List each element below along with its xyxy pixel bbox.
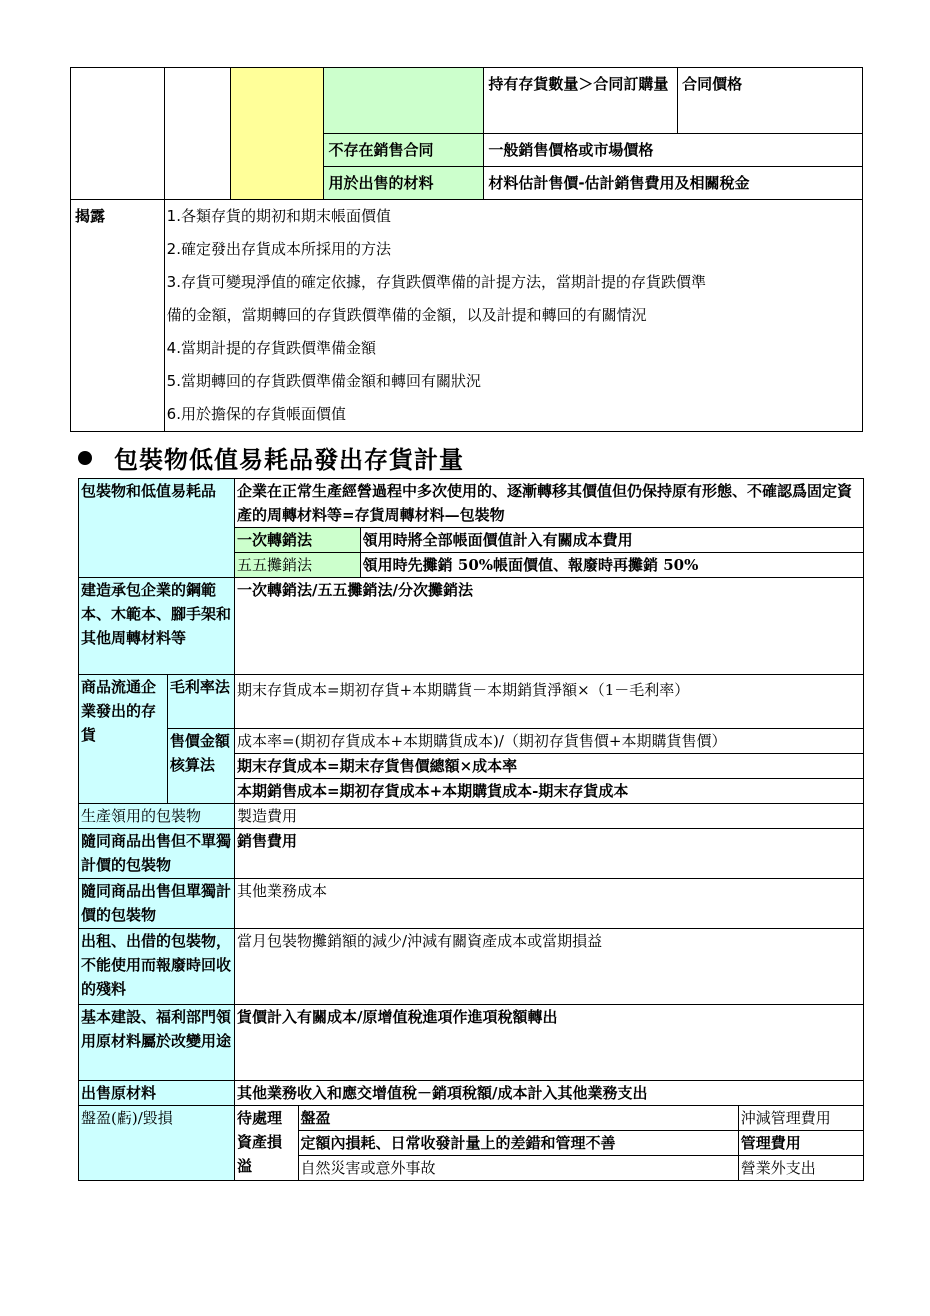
disclosure-item: 2.確定發出存貨成本所採用的方法 bbox=[166, 240, 391, 258]
row-label: 建造承包企業的鋼範本、木範本、腳手架和其他周轉材料等 bbox=[79, 578, 235, 675]
disclosure-label: 揭露 bbox=[71, 200, 165, 432]
row-desc: 製造費用 bbox=[235, 804, 864, 829]
disclosure-list bbox=[164, 200, 862, 432]
general-price-cell: 一般銷售價格或市場價格 bbox=[484, 134, 863, 167]
row-label: 出售原材料 bbox=[79, 1081, 235, 1106]
disclosure-item: 4.當期計提的存貨跌價準備金額 bbox=[166, 339, 376, 357]
method-desc: 領用時將全部帳面價值計入有關成本費用 bbox=[360, 528, 863, 553]
method-name: 五五攤銷法 bbox=[235, 553, 361, 578]
row-desc: 銷售費用 bbox=[235, 829, 864, 879]
disclosure-item: 3.存貨可變現淨值的確定依據，存貨跌價準備的計提方法，當期計提的存貨跌價準 bbox=[166, 273, 706, 291]
inventory-valuation-table bbox=[70, 67, 863, 432]
sub-item: 自然災害或意外事故 bbox=[298, 1156, 738, 1181]
row-desc: 期末存貨成本=期末存貨售價總額×成本率 bbox=[235, 754, 864, 779]
disclosure-item: 備的金額，當期轉回的存貨跌價準備的金額，以及計提和轉回的有關情況 bbox=[166, 306, 647, 324]
row-label: 出租、出借的包裝物，不能使用而報廢時回收的殘料 bbox=[79, 929, 235, 1005]
method-name: 一次轉銷法 bbox=[235, 528, 361, 553]
row-label: 包裝物和低值易耗品 bbox=[79, 479, 235, 578]
yellow-cell bbox=[230, 68, 324, 200]
row-desc: 企業在正常生產經營過程中多次使用的、逐漸轉移其價值但仍保持原有形態、不確認爲固定資產的周轉材料等=存貨周轉材料—包裝物 bbox=[235, 479, 864, 528]
row-desc: 一次轉銷法/五五攤銷法/分次攤銷法 bbox=[235, 578, 864, 675]
row-label: 商品流通企業發出的存貨 bbox=[79, 675, 168, 804]
row-label: 盤盈(虧)/毀損 bbox=[79, 1106, 235, 1181]
green-cell bbox=[324, 68, 484, 134]
sub-account: 沖減管理費用 bbox=[738, 1106, 863, 1131]
method-desc: 領用時先攤銷 50%帳面價值、報廢時再攤銷 50% bbox=[360, 553, 863, 578]
pending-label: 待處理資產損溢 bbox=[235, 1106, 299, 1181]
sub-item: 盤盈 bbox=[298, 1106, 738, 1131]
sub-account: 營業外支出 bbox=[738, 1156, 863, 1181]
row-label: 隨同商品出售但不單獨計價的包裝物 bbox=[79, 829, 235, 879]
row-desc: 期末存貨成本=期初存貨+本期購貨－本期銷貨淨額×（1－毛利率） bbox=[235, 675, 864, 729]
sub-account: 管理費用 bbox=[738, 1131, 863, 1156]
row-desc: 當月包裝物攤銷額的減少/沖減有關資產成本或當期損益 bbox=[235, 929, 864, 1005]
disclosure-item: 6.用於擔保的存貨帳面價值 bbox=[166, 405, 346, 423]
section-heading-text: 包裝物低值易耗品發出存貨計量 bbox=[114, 446, 464, 474]
qty-over-cell: 持有存貨數量＞合同訂購量 bbox=[484, 68, 678, 134]
bullet-icon bbox=[78, 451, 92, 465]
packaging-table bbox=[78, 478, 864, 1181]
blank-cell bbox=[71, 68, 165, 200]
row-label: 隨同商品出售但單獨計價的包裝物 bbox=[79, 879, 235, 929]
disclosure-item: 5.當期轉回的存貨跌價準備金額和轉回有關狀況 bbox=[166, 372, 481, 390]
row-label: 基本建設、福利部門領用原材料屬於改變用途 bbox=[79, 1005, 235, 1081]
row-desc: 其他業務收入和應交增值稅－銷項稅額/成本計入其他業務支出 bbox=[235, 1081, 864, 1106]
material-price-cell: 材料估計售價-估計銷售費用及相關稅金 bbox=[484, 167, 863, 200]
contract-price-cell: 合同價格 bbox=[678, 68, 863, 134]
sub-label: 毛利率法 bbox=[167, 675, 234, 729]
section-heading bbox=[78, 440, 464, 475]
sub-item: 定額內損耗、日常收發計量上的差錯和管理不善 bbox=[298, 1131, 738, 1156]
row-desc: 成本率=(期初存貨成本+本期購貨成本)/（期初存貨售價+本期購貨售價） bbox=[235, 729, 864, 754]
row-desc: 貨價計入有關成本/原增值稅進項作進項稅額轉出 bbox=[235, 1005, 864, 1081]
row-desc: 其他業務成本 bbox=[235, 879, 864, 929]
disclosure-item: 1.各類存貨的期初和期末帳面價值 bbox=[166, 207, 391, 225]
row-label: 生產領用的包裝物 bbox=[79, 804, 235, 829]
material-for-sale-cell: 用於出售的材料 bbox=[324, 167, 484, 200]
row-desc: 本期銷售成本=期初存貨成本+本期購貨成本-期末存貨成本 bbox=[235, 779, 864, 804]
sub-label: 售價金額核算法 bbox=[167, 729, 234, 804]
no-contract-cell: 不存在銷售合同 bbox=[324, 134, 484, 167]
blank-cell bbox=[164, 68, 230, 200]
